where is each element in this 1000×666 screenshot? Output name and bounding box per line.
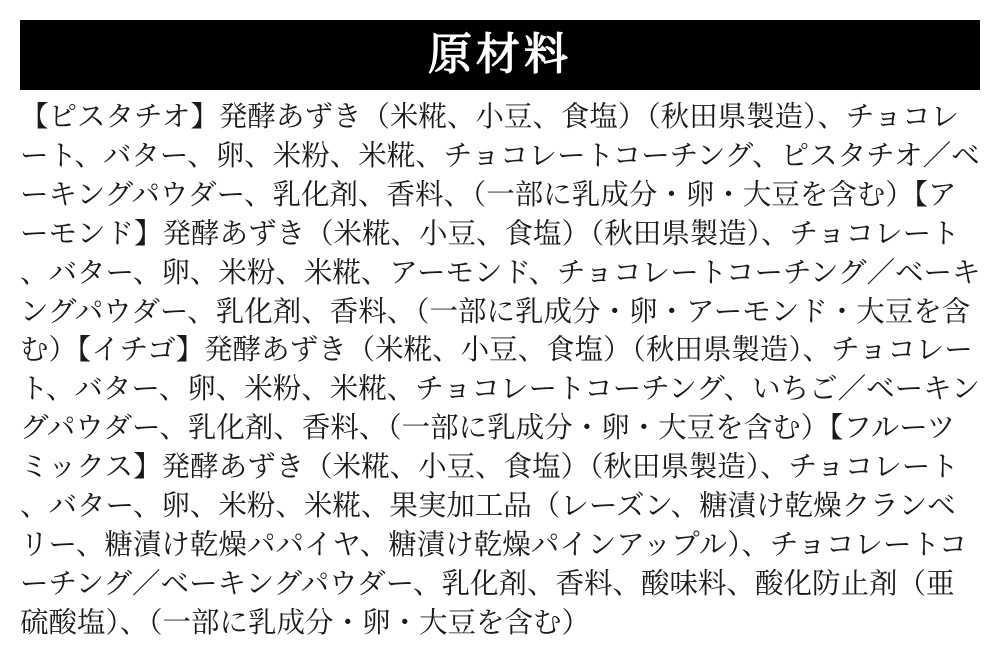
page-title: 原材料 (428, 29, 572, 80)
ingredients-list: 【ピスタチオ】発酵あずき（米糀、小豆、食塩）（秋田県製造）、チョコレート、バター、卵、米粉、米糀、チョコレートコーチング、ピスタチオ／ベーキングパウダー、乳化剤、香料、（一部に乳成分・卵・大豆を含む）【アーモンド】発酵あずき（米糀、小豆、食塩）（秋田県製造）、チョコレート、バター、卵、米粉、米糀、アーモンド、チョコレートコーチング／ベーキングパウダー、乳化剤、香料、（一部に乳成分・卵・アーモンド・大豆を含む）【イチゴ】発酵あずき（米糀、小豆、食塩）（秋田県製造）、チョコレート、バター、卵、米粉、米糀、チョコレートコーチング、いちご／ベーキングパウダー、乳化剤、香料、（一部に乳成分・卵・大豆を含む）【フルーツミックス】発酵あずき（米糀、小豆、食塩）（秋田県製造）、チョコレート、バター、卵、米粉、米糀、果実加工品（レーズン、糖漬け乾燥クランベリー、糖漬け乾燥パパイヤ、糖漬け乾燥パインアップル）、チョコレートコーチング／ベーキングパウダー、乳化剤、香料、酸味料、酸化防止剤（亜硫酸塩）、（一部に乳成分・卵・大豆を含む） (20, 100, 981, 639)
title-bar (20, 20, 980, 90)
